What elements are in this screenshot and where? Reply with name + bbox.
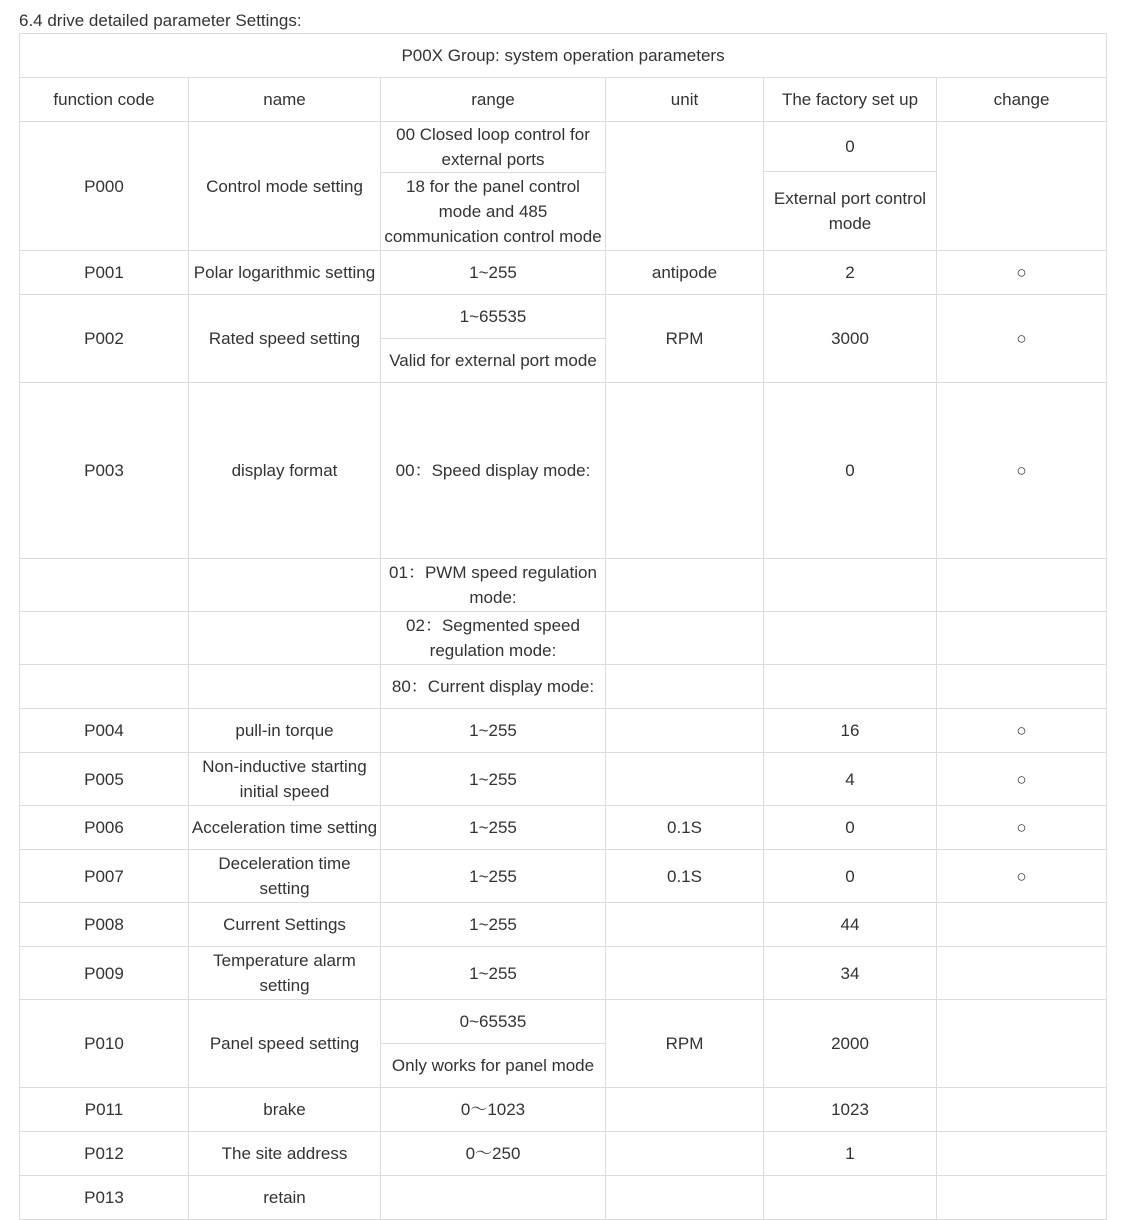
param-unit: 0.1S xyxy=(606,806,764,850)
change-mark: ○ xyxy=(937,753,1107,806)
section-heading: 6.4 drive detailed parameter Settings: xyxy=(19,11,302,30)
param-name: pull-in torque xyxy=(189,709,381,753)
factory-default: 16 xyxy=(764,709,937,753)
param-unit: RPM xyxy=(606,295,764,383)
group-title-row xyxy=(20,34,1107,78)
function-code: P008 xyxy=(20,903,189,947)
param-unit: RPM xyxy=(606,1000,764,1088)
factory-default-value: 0 xyxy=(764,123,936,172)
function-code: P010 xyxy=(20,1000,189,1088)
param-name: Polar logarithmic setting xyxy=(189,251,381,295)
param-range: 80：Current display mode: xyxy=(381,665,606,709)
param-unit xyxy=(606,947,764,1000)
function-code: P002 xyxy=(20,295,189,383)
param-name: Acceleration time setting xyxy=(189,806,381,850)
header-row xyxy=(20,78,1107,122)
table-row xyxy=(20,709,1107,753)
function-code: P005 xyxy=(20,753,189,806)
param-name: Control mode setting xyxy=(189,122,381,251)
table-row xyxy=(20,383,1107,559)
param-unit xyxy=(606,612,764,665)
param-unit xyxy=(606,1132,764,1176)
function-code xyxy=(20,612,189,665)
param-unit xyxy=(606,665,764,709)
param-unit xyxy=(606,709,764,753)
change-mark: ○ xyxy=(937,295,1107,383)
factory-default: 2 xyxy=(764,251,937,295)
change-mark: ○ xyxy=(937,383,1107,559)
factory-default: 2000 xyxy=(764,1000,937,1088)
table-row xyxy=(20,1088,1107,1132)
param-name: Current Settings xyxy=(189,903,381,947)
param-range: 0～250 xyxy=(381,1132,606,1176)
param-range: 01：PWM speed regulation mode: xyxy=(381,559,606,612)
function-code xyxy=(20,559,189,612)
change-mark xyxy=(937,559,1107,612)
function-code: P012 xyxy=(20,1132,189,1176)
function-code: P000 xyxy=(20,122,189,251)
function-code: P013 xyxy=(20,1176,189,1220)
param-unit xyxy=(606,1176,764,1220)
col-header-factory-default: The factory set up xyxy=(764,78,937,122)
table-row xyxy=(20,1132,1107,1176)
param-name: The site address xyxy=(189,1132,381,1176)
change-mark xyxy=(937,903,1107,947)
factory-default: 0 xyxy=(764,806,937,850)
factory-default: 1 xyxy=(764,1132,937,1176)
col-header-unit: unit xyxy=(606,78,764,122)
change-mark xyxy=(937,947,1107,1000)
param-range: 1~255 xyxy=(381,251,606,295)
change-mark: ○ xyxy=(937,850,1107,903)
param-unit xyxy=(606,753,764,806)
table-row xyxy=(20,1176,1107,1220)
factory-default: 4 xyxy=(764,753,937,806)
param-name xyxy=(189,612,381,665)
factory-default: 0 xyxy=(764,383,937,559)
param-unit xyxy=(606,1088,764,1132)
change-mark xyxy=(937,612,1107,665)
function-code: P009 xyxy=(20,947,189,1000)
param-name: Rated speed setting xyxy=(189,295,381,383)
table-row xyxy=(20,1000,1107,1044)
table-row xyxy=(20,903,1107,947)
col-header-name: name xyxy=(189,78,381,122)
function-code: P004 xyxy=(20,709,189,753)
param-name: brake xyxy=(189,1088,381,1132)
param-range: 1~255 xyxy=(381,806,606,850)
table-row xyxy=(20,947,1107,1000)
param-range: 02：Segmented speed regulation mode: xyxy=(381,612,606,665)
param-range: Only works for panel mode xyxy=(381,1044,606,1088)
param-unit xyxy=(606,559,764,612)
param-unit xyxy=(606,903,764,947)
param-name: retain xyxy=(189,1176,381,1220)
table-row xyxy=(20,665,1107,709)
param-unit: antipode xyxy=(606,251,764,295)
col-header-range: range xyxy=(381,78,606,122)
factory-default xyxy=(764,122,937,251)
table-row xyxy=(20,251,1107,295)
factory-default xyxy=(764,612,937,665)
param-range: 18 for the panel control mode and 485 communication control mode xyxy=(381,173,606,251)
param-unit xyxy=(606,383,764,559)
param-range: Valid for external port mode xyxy=(381,339,606,383)
param-name: display format xyxy=(189,383,381,559)
function-code: P007 xyxy=(20,850,189,903)
function-code: P001 xyxy=(20,251,189,295)
table-row xyxy=(20,612,1107,665)
param-range: 1~255 xyxy=(381,709,606,753)
param-name xyxy=(189,559,381,612)
parameter-table xyxy=(19,33,1107,1220)
change-mark: ○ xyxy=(937,806,1107,850)
param-name: Deceleration time setting xyxy=(189,850,381,903)
table-row xyxy=(20,753,1107,806)
change-mark xyxy=(937,122,1107,251)
change-mark xyxy=(937,1132,1107,1176)
factory-default xyxy=(764,1176,937,1220)
group-title: P00X Group: system operation parameters xyxy=(20,34,1107,78)
table-row xyxy=(20,559,1107,612)
param-range: 1~65535 xyxy=(381,295,606,339)
param-unit: 0.1S xyxy=(606,850,764,903)
param-name: Non-inductive starting initial speed xyxy=(189,753,381,806)
param-range xyxy=(381,1176,606,1220)
factory-default xyxy=(764,559,937,612)
function-code: P006 xyxy=(20,806,189,850)
change-mark: ○ xyxy=(937,709,1107,753)
col-header-function-code: function code xyxy=(20,78,189,122)
param-range: 00：Speed display mode: xyxy=(381,383,606,559)
factory-default-mode: External port control mode xyxy=(773,188,927,233)
param-range: 1~255 xyxy=(381,947,606,1000)
change-mark xyxy=(937,1000,1107,1088)
factory-default: 44 xyxy=(764,903,937,947)
factory-default xyxy=(764,665,937,709)
change-mark xyxy=(937,1088,1107,1132)
param-range: 00 Closed loop control for external ports xyxy=(381,122,606,173)
table-row xyxy=(20,122,1107,173)
table-row xyxy=(20,850,1107,903)
function-code: P011 xyxy=(20,1088,189,1132)
param-name: Panel speed setting xyxy=(189,1000,381,1088)
factory-default: 34 xyxy=(764,947,937,1000)
param-name: Temperature alarm setting xyxy=(189,947,381,1000)
function-code xyxy=(20,665,189,709)
param-range: 0～1023 xyxy=(381,1088,606,1132)
change-mark: ○ xyxy=(937,251,1107,295)
change-mark xyxy=(937,1176,1107,1220)
col-header-change: change xyxy=(937,78,1107,122)
factory-default: 1023 xyxy=(764,1088,937,1132)
factory-default: 3000 xyxy=(764,295,937,383)
param-range: 0~65535 xyxy=(381,1000,606,1044)
param-range: 1~255 xyxy=(381,850,606,903)
param-unit xyxy=(606,122,764,251)
function-code: P003 xyxy=(20,383,189,559)
change-mark xyxy=(937,665,1107,709)
param-range: 1~255 xyxy=(381,903,606,947)
param-range: 1~255 xyxy=(381,753,606,806)
table-row xyxy=(20,806,1107,850)
param-name xyxy=(189,665,381,709)
factory-default: 0 xyxy=(764,850,937,903)
table-row xyxy=(20,295,1107,339)
